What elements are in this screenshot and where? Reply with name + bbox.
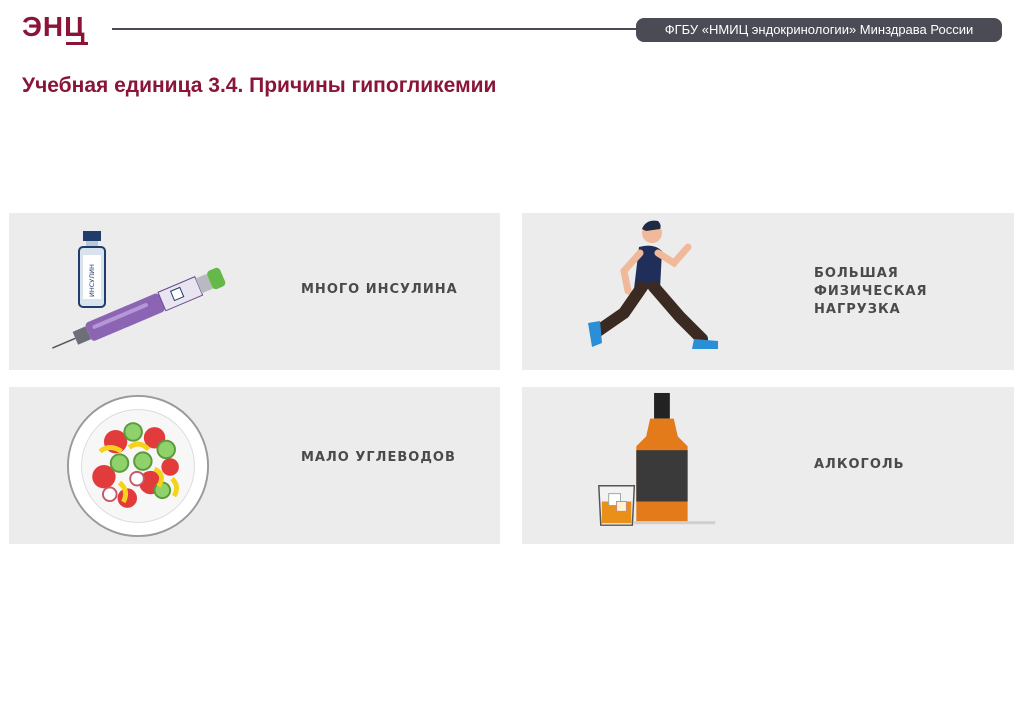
cause-label-insulin: МНОГО ИНСУЛИНА [301, 282, 458, 297]
cause-card-insulin [9, 213, 500, 370]
running-man-icon [584, 217, 724, 367]
cause-label-exercise: БОЛЬШАЯ ФИЗИЧЕСКАЯ НАГРУЗКА [814, 266, 928, 317]
whisky-bottle-icon [594, 391, 724, 539]
enc-logo [22, 10, 92, 46]
page-title: Учебная единица 3.4. Причины гипогликемии [22, 74, 497, 97]
cause-card-exercise [522, 213, 1014, 370]
cause-card-low-carbs [9, 387, 500, 544]
cause-card-alcohol [522, 387, 1014, 544]
header-divider [112, 28, 642, 30]
cause-label-alcohol: АЛКОГОЛЬ [814, 457, 905, 472]
insulin-pen-icon [39, 227, 239, 367]
salad-plate-icon [65, 393, 211, 539]
logo-text: ЭНЦ [22, 11, 86, 42]
organization-badge: ФГБУ «НМИЦ эндокринологии» Минздрава России [636, 18, 1002, 42]
vial-label: ИНСУЛИН [88, 264, 96, 297]
cause-label-low-carbs: МАЛО УГЛЕВОДОВ [301, 450, 456, 465]
